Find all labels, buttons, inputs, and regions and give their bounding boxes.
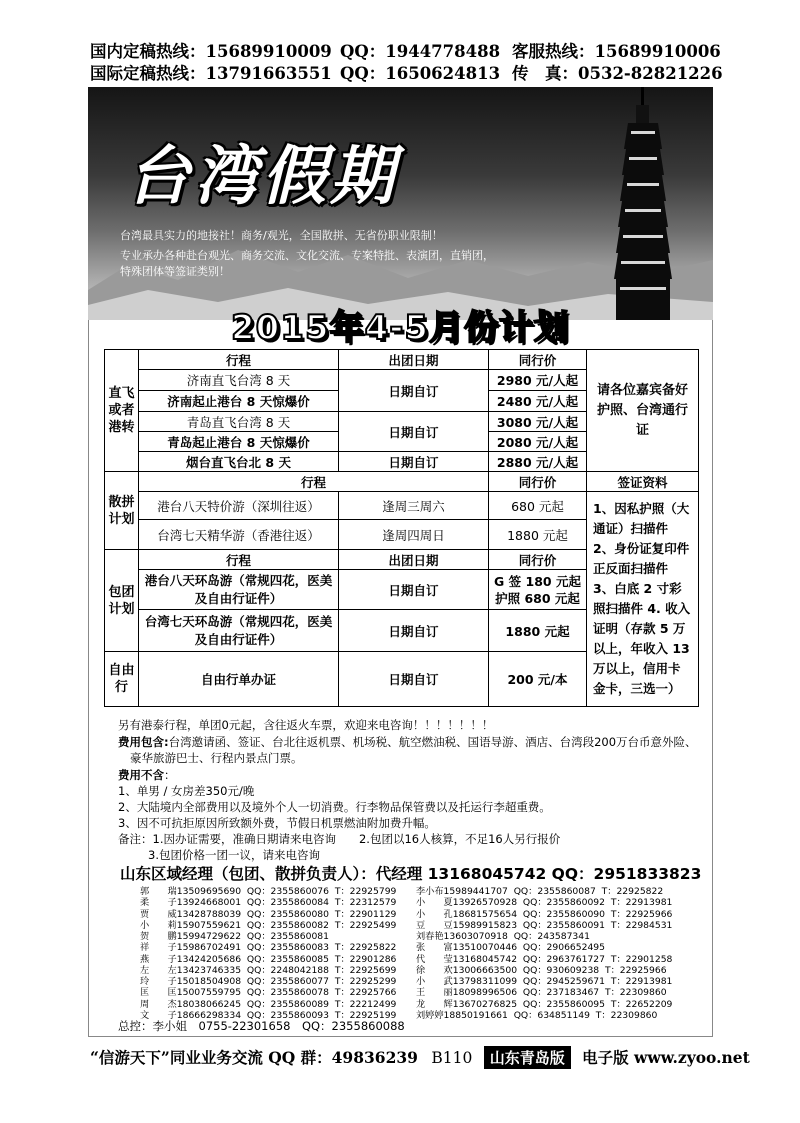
header-route: 行程 (139, 550, 339, 570)
visa-requirements (587, 492, 699, 707)
route-cell: 青岛起止港台 8 天惊爆价 (139, 432, 339, 452)
visa-requirements-text: 1、因私护照（大通证）扫描件 2、身份证复印件正反面扫描件 3、白底 2 寸彩照扫描件 4. 收入证明（存款 5 万以上，年收入 13 万以上，信用卡金卡，三选一） (593, 501, 691, 696)
header-date: 出团日期 (339, 550, 489, 570)
intl-hotline (90, 60, 332, 84)
service-hotline-number: 15689910006 (594, 42, 721, 61)
qq1-number: 1944778488 (385, 42, 501, 61)
fax-label: 传 真： (512, 64, 578, 83)
contact-item: 周 杰18038066245 QQ：2355860089 T：22212499 (140, 998, 397, 1010)
contacts-left (140, 886, 396, 1021)
contact-item: 匡 匡15007559795 QQ：2355860078 T：22925766 (140, 987, 397, 999)
date-cell: 逢周三周六 (339, 492, 489, 520)
contact-item: 刘春艳13603070918 QQ：243587341 (416, 931, 590, 942)
category-direct (105, 350, 139, 472)
route-cell: 烟台直飞台北 8 天 (139, 452, 339, 472)
contacts-right (416, 886, 672, 1021)
route-cell: 济南直飞台湾 8 天 (139, 370, 339, 391)
route-cell: 济南起止港台 8 天惊爆价 (139, 391, 339, 412)
contact-item: 李小布15989441707 QQ：2355860087 T：22925822 (416, 886, 664, 897)
category-group-tour (105, 472, 139, 550)
passport-note-text: 请各位嘉宾备好护照、台湾通行证 (596, 382, 688, 438)
banner-line-2: 专业承办各种赴台观光、商务交流、文化交流、专案特批、表演团，直销团， (120, 249, 494, 262)
contact-item: 祥 子15986702491 QQ：2355860083 T：22925822 (140, 942, 397, 954)
contact-item: 王 丽18098996506 QQ：237183467 T：22309860 (416, 987, 667, 999)
regional-manager: 山东区域经理（包团、散拼负责人）：代经理 13168045742 QQ：2951833823 (120, 865, 702, 883)
price-cell: 3080 元/人起 (489, 412, 587, 432)
remark-1: 备注：1.因办证需要，准确日期请来电咨询 2.包团以16人核算，不足16人另行报价 (118, 832, 561, 846)
contact-item: 张 富13510070446 QQ：2906652495 (416, 942, 605, 954)
header-price: 同行价 (489, 350, 587, 370)
fee-exclude (118, 767, 176, 783)
category-free-travel (105, 652, 139, 707)
date-cell: 日期自订 (339, 652, 489, 707)
table-row (105, 472, 699, 492)
service-hotline-label: 客服热线： (512, 42, 595, 61)
table-row (105, 350, 699, 370)
contact-item: 柔 子13924668001 QQ：2355860084 T：22312579 (140, 897, 397, 909)
header-route: 行程 (139, 472, 489, 492)
route-cell: 台湾七天环岛游（常规四花，医美及自由行证件） (139, 610, 339, 652)
taiwan-banner (88, 87, 713, 320)
contact-item: 龙 辉13670276825 QQ：2355860095 T：22652209 (416, 998, 673, 1010)
remark-2: 3.包团价格一团一议，请来电咨询 (148, 848, 320, 862)
date-cell: 日期自订 (339, 370, 489, 412)
header-price: 同行价 (489, 472, 587, 492)
banner-line-1: 台湾最具实力的地接社！商务/观光，全国散拼、无省份职业限制！ (120, 229, 443, 242)
footer-qq-group-label: “信游天下”同业业务交流 QQ 群： (90, 1048, 332, 1067)
banner-title: 台湾假期 (126, 140, 398, 214)
domestic-hotline (90, 38, 332, 62)
passport-note (587, 350, 699, 472)
contact-item: 燕 子13424205686 QQ：2355860085 T：22901286 (140, 953, 397, 965)
price-cell: 680 元起 (489, 492, 587, 520)
route-cell: 台湾七天精华游（香港往返） (139, 520, 339, 550)
contact-item: 小 孔18681575654 QQ：2355860090 T：22925966 (416, 908, 673, 920)
category-direct-label: 直飞或者港转 (108, 386, 135, 435)
contact-item: 文 子18666298334 QQ：2355860093 T：22925199 (140, 1009, 397, 1021)
contact-item: 郭 瑞13509695690 QQ：2355860076 T：22925799 (140, 886, 397, 897)
exclude-item-2: 2、大陆境内全部费用以及境外个人一切消费。行李物品保管费以及托运行李超重费。 (118, 800, 551, 814)
header-date: 出团日期 (339, 350, 489, 370)
route-cell: 港台八天环岛游（常规四花，医美及自由行证件） (139, 570, 339, 610)
qq1-label: QQ： (340, 42, 386, 61)
contact-item: 贺 鹏15994729622 QQ：2355860081 (140, 931, 329, 942)
qq2-label: QQ： (340, 64, 386, 83)
footer-brand: 山东青岛版 (484, 1046, 571, 1069)
contact-item: 小 武13798311099 QQ：2945259671 T：22913981 (416, 976, 673, 987)
header-price: 同行价 (489, 550, 587, 570)
date-cell: 日期自订 (339, 412, 489, 452)
route-cell: 青岛直飞台湾 8 天 (139, 412, 339, 432)
qq2-number: 1650624813 (385, 64, 501, 83)
qq-line-2 (340, 60, 500, 84)
fee-exclude-label: 费用不含 (118, 768, 164, 782)
footer-qq-group: 49836239 (331, 1048, 418, 1067)
plan-title: 2015年4-5月份计划 (230, 308, 570, 348)
price-cell (489, 570, 587, 610)
header-visa: 签证资料 (587, 472, 699, 492)
footer-website[interactable]: 电子版 www.zyoo.net (582, 1048, 750, 1067)
summary-contact: 总控：李小姐 0755-22301658 QQ：2355860088 (118, 1019, 405, 1033)
contact-item: 豆 豆15989915823 QQ：2355860091 T：22984531 (416, 919, 673, 931)
price-cell: 1880 元起 (489, 520, 587, 550)
fee-include-cont: 豪华旅游巴士、行程内景点门票。 (130, 751, 303, 765)
taipei-101-tower (598, 87, 688, 320)
route-cell: 港台八天特价游（深圳往返） (139, 492, 339, 520)
fee-include-text: 台湾邀请函、签证、台北往返机票、机场税、航空燃油税、国语导游、酒店、台湾段200万台币意外险、 (168, 735, 697, 749)
domestic-hotline-label: 国内定稿热线： (90, 42, 206, 61)
route-cell: 自由行单办证 (139, 652, 339, 707)
date-cell: 逢周四周日 (339, 520, 489, 550)
footer-code: B110 (431, 1049, 473, 1067)
price-cell: 1880 元起 (489, 610, 587, 652)
intl-hotline-number: 13791663551 (205, 64, 332, 83)
itinerary-table (104, 349, 699, 707)
hk-thai-note: 另有港泰行程，单团0元起，含往返火车票，欢迎来电咨询！！！！！！！ (118, 718, 494, 732)
fax-line (512, 60, 723, 84)
category-private-tour (105, 550, 139, 652)
table-row (105, 492, 699, 520)
contact-item: 小 莉15907559621 QQ：2355860082 T：22925499 (140, 919, 397, 931)
domestic-hotline-number: 15689910009 (205, 42, 332, 61)
price-cell: 200 元/本 (489, 652, 587, 707)
price-cell: 2880 元/人起 (489, 452, 587, 472)
date-cell: 日期自订 (339, 452, 489, 472)
price-gvisa: G 签 180 元起 (494, 573, 581, 589)
price-cell: 2080 元/人起 (489, 432, 587, 452)
category-group-tour-label: 散拼计划 (108, 494, 135, 527)
price-passport: 护照 680 元起 (495, 590, 580, 606)
contact-item: 徐 欢13006663500 QQ：930609238 T：22925966 (416, 964, 667, 976)
contact-item: 刘婷婷18850191661 QQ：634851149 T：22309860 (416, 1009, 658, 1021)
qq-line-1 (340, 38, 500, 62)
exclude-item-3: 3、因不可抗拒原因所致额外费，节假日机票燃油附加费升幅。 (118, 816, 436, 830)
contact-item: 左 左13423746335 QQ：2248042188 T：22925699 (140, 964, 397, 976)
contact-item: 代 莹13168045742 QQ：2963761727 T：22901258 (416, 953, 673, 965)
service-hotline (512, 38, 721, 62)
banner-line-3: 特殊团体等签证类别！ (120, 265, 230, 278)
footer (90, 1046, 750, 1069)
fee-include-label: 费用包含: (118, 735, 169, 749)
fax-number: 0532-82821226 (578, 64, 723, 83)
exclude-item-1: 1、单男 / 女房差350元/晚 (118, 784, 255, 798)
contact-item: 玲 子15018504908 QQ：2355860077 T：22925299 (140, 976, 397, 987)
fee-include (118, 734, 697, 750)
contact-item: 贾 威13428788039 QQ：2355860080 T：22901129 (140, 908, 397, 920)
price-cell: 2980 元/人起 (489, 370, 587, 391)
price-cell: 2480 元/人起 (489, 391, 587, 412)
fee-exclude-colon: ： (164, 768, 176, 782)
category-private-tour-label: 包团计划 (108, 584, 135, 617)
date-cell: 日期自订 (339, 610, 489, 652)
date-cell: 日期自订 (339, 570, 489, 610)
contact-item: 小 夏13926570928 QQ：2355860092 T：22913981 (416, 897, 673, 909)
intl-hotline-label: 国际定稿热线： (90, 64, 206, 83)
category-free-travel-label: 自由行 (108, 663, 135, 695)
header-route: 行程 (139, 350, 339, 370)
